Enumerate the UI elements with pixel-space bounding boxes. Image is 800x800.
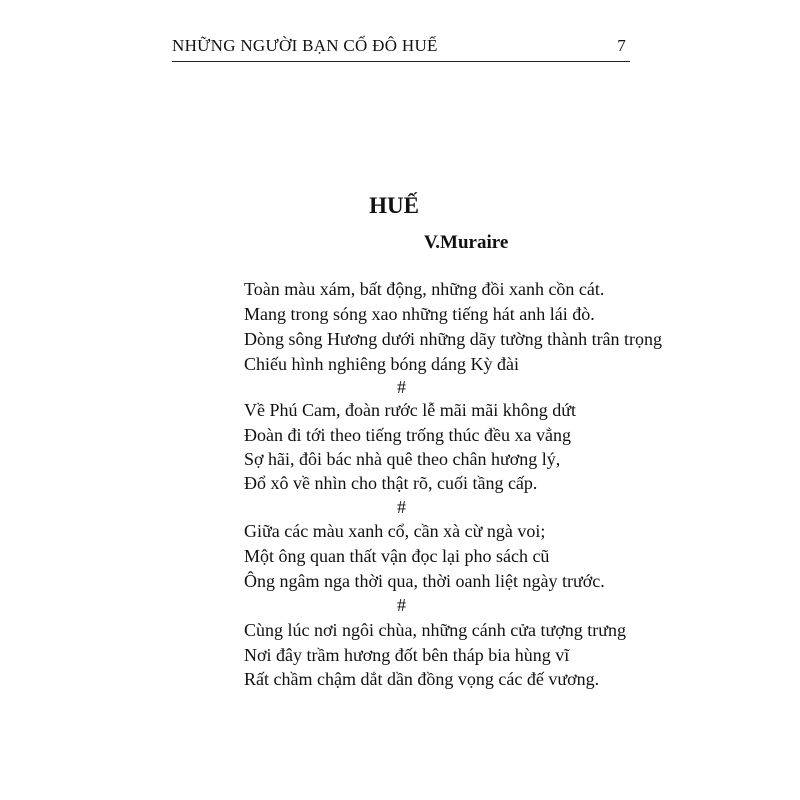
poem-line: Mang trong sóng xao những tiếng hát anh lái đò. bbox=[244, 304, 595, 324]
poem-line: Sợ hãi, đôi bác nhà quê theo chân hương lý, bbox=[244, 449, 561, 469]
poem-line: Toàn màu xám, bất động, những đồi xanh cồn cát. bbox=[244, 279, 605, 299]
poem-line: Một ông quan thất vận đọc lại pho sách cũ bbox=[244, 546, 550, 566]
page-number: 7 bbox=[617, 36, 626, 55]
poem-line: Đoàn đi tới theo tiếng trống thúc đều xa vẳng bbox=[244, 425, 571, 445]
poem-title-text: HUẾ bbox=[369, 193, 419, 218]
poem-title bbox=[0, 193, 800, 219]
poem-line: Về Phú Cam, đoàn rước lễ mãi mãi không dứt bbox=[244, 400, 576, 420]
poem-line: Giữa các màu xanh cổ, cần xà cừ ngà voi; bbox=[244, 521, 546, 541]
poem-line: Rất chầm chậm dắt dần đồng vọng các đế vương. bbox=[244, 669, 600, 689]
stanza-separator: # bbox=[397, 497, 406, 517]
stanza-separator: # bbox=[397, 595, 406, 615]
poem-line: Đổ xô về nhìn cho thật rõ, cuối tầng cấp. bbox=[244, 473, 538, 493]
poem-line: Ông ngâm nga thời qua, thời oanh liệt ngày trước. bbox=[244, 571, 605, 591]
poem-line: Dòng sông Hương dưới những dãy tường thành trân trọng bbox=[244, 329, 663, 349]
stanza-separator: # bbox=[397, 377, 406, 397]
poem-line: Cùng lúc nơi ngôi chùa, những cánh cửa tượng trưng bbox=[244, 620, 626, 640]
poem-line: Chiếu hình nghiêng bóng dáng Kỳ đài bbox=[244, 354, 519, 374]
running-title: NHỮNG NGƯỜI BẠN CỐ ĐÔ HUẾ bbox=[172, 36, 438, 55]
poem-line: Nơi đây trầm hương đốt bên tháp bia hùng vĩ bbox=[244, 645, 570, 665]
header-rule bbox=[172, 61, 630, 62]
poem-author: V.Muraire bbox=[424, 232, 509, 253]
